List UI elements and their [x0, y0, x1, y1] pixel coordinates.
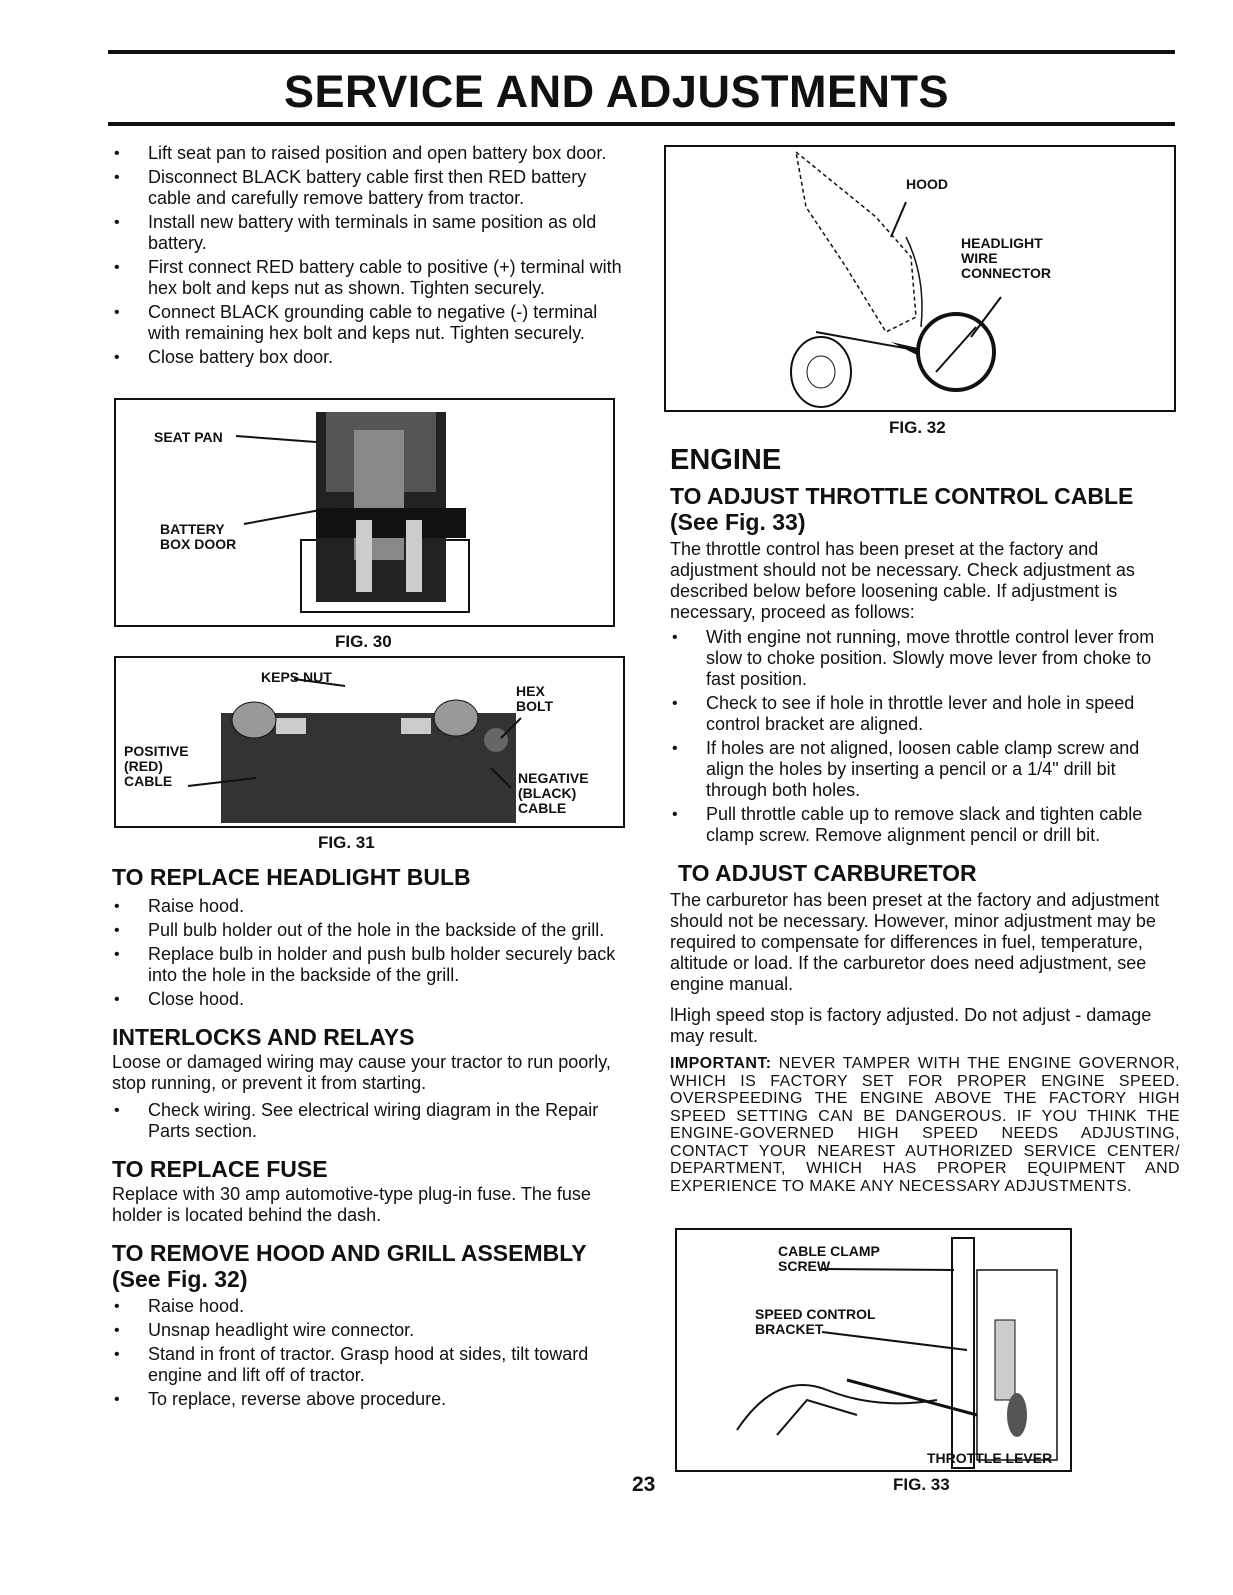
label-seat-pan: SEAT PAN [154, 429, 223, 445]
headlight-heading: TO REPLACE HEADLIGHT BULB [112, 864, 471, 890]
throttle-subheading: (See Fig. 33) [670, 509, 806, 535]
hood-subheading: (See Fig. 32) [112, 1266, 248, 1292]
figure-33-caption: FIG. 33 [893, 1475, 950, 1494]
carburetor-text: The carburetor has been preset at the factory and adjustment should not be necessary. However, minor adjustment may be required to compensate for differences in fuel, temperature, altitude or load. If the carburetor does need adjustment, see engine manual. [670, 890, 1160, 994]
list-item: • Disconnect BLACK battery cable first then RED battery cable and carefully remove battery from tractor. [112, 167, 622, 209]
label-negative-cable: NEGATIVE (BLACK) CABLE [518, 770, 589, 816]
label-headlight-wire-connector: HEADLIGHT WIRE CONNECTOR [961, 235, 1051, 281]
top-rule [108, 50, 1175, 54]
figure-31-caption: FIG. 31 [318, 833, 375, 852]
engine-section [670, 444, 1180, 1195]
carburetor-text-2: lHigh speed stop is factory adjusted. Do not adjust - damage may result. [670, 1005, 1152, 1046]
list-item: • Raise hood. [112, 896, 622, 917]
fuse-text: Replace with 30 amp automotive-type plug-in fuse. The fuse holder is located behind the dash. [112, 1184, 591, 1225]
figure-30-seat-pan-diagram [114, 398, 615, 627]
interlocks-steps-list [112, 1100, 622, 1142]
headlight-steps-list [112, 896, 622, 1010]
figure-32-hood-diagram [664, 145, 1176, 412]
list-item: • First connect RED battery cable to positive (+) terminal with hex bolt and keps nut as shown. Tighten securely. [112, 257, 622, 299]
page-title: SERVICE AND ADJUSTMENTS [284, 66, 949, 117]
list-item: • Replace bulb in holder and push bulb holder securely back into the hole in the backside of the grill. [112, 944, 622, 986]
hood-heading: TO REMOVE HOOD AND GRILL ASSEMBLY [112, 1240, 587, 1266]
label-speed-control-bracket: SPEED CONTROL BRACKET [755, 1306, 876, 1337]
list-item: • Lift seat pan to raised position and open battery box door. [112, 143, 622, 164]
list-item: • With engine not running, move throttle control lever from slow to choke position. Slowly move lever from choke to fast position. [670, 627, 1180, 690]
battery-steps-section [112, 143, 622, 371]
list-item: • Close battery box door. [112, 347, 622, 368]
interlocks-text: Loose or damaged wiring may cause your tractor to run poorly, stop running, or prevent it from starting. [112, 1052, 611, 1093]
list-item: • Raise hood. [112, 1296, 622, 1317]
label-battery-box-door: BATTERY BOX DOOR [160, 521, 237, 552]
list-item: • Check wiring. See electrical wiring diagram in the Repair Parts section. [112, 1100, 622, 1142]
headlight-section [112, 864, 622, 1413]
throttle-steps-list [670, 627, 1180, 846]
fuse-heading: TO REPLACE FUSE [112, 1156, 328, 1182]
page-number: 23 [632, 1473, 656, 1496]
engine-heading: ENGINE [670, 444, 782, 476]
figure-33-throttle-diagram [675, 1228, 1072, 1472]
title-underline [108, 122, 1175, 126]
interlocks-heading: INTERLOCKS AND RELAYS [112, 1024, 415, 1050]
hood-steps-list [112, 1296, 622, 1410]
throttle-intro: The throttle control has been preset at the factory and adjustment should not be necessary. Check adjustment as described below before loosening cable. If adjustment is necessary, proceed as follows: [670, 539, 1135, 622]
important-text: NEVER TAMPER WITH THE ENGINE GOVERNOR, WHICH IS FACTORY SET FOR PROPER ENGINE SPEED. OVERSPEEDING THE ENGINE ABOVE THE FACTORY HIGH SPEED SETTING CAN BE DANGEROUS. IF YOU THINK THE ENGINE-GOVERNED HIGH SPEED NEEDS ADJUSTING, CONTACT YOUR NEAREST AUTHORIZED SERVICE CENTER/ DEPARTMENT, WHICH HAS PROPER EQUIPMENT AND EXPERIENCE TO MAKE ANY NECESSARY ADJUSTMENTS. [670, 1055, 1180, 1195]
list-item: • Stand in front of tractor. Grasp hood at sides, tilt toward engine and lift off of tractor. [112, 1344, 622, 1386]
figure-30-caption: FIG. 30 [335, 632, 392, 651]
important-label: IMPORTANT: [670, 1055, 772, 1072]
throttle-heading: TO ADJUST THROTTLE CONTROL CABLE [670, 483, 1134, 509]
label-positive-cable: POSITIVE (RED) CABLE [124, 743, 189, 789]
list-item: • To replace, reverse above procedure. [112, 1389, 622, 1410]
label-hood: HOOD [906, 176, 948, 192]
figure-32-caption: FIG. 32 [889, 418, 946, 437]
label-hex-bolt: HEX BOLT [516, 683, 554, 714]
battery-steps-list [112, 143, 622, 368]
list-item: • Connect BLACK grounding cable to negative (-) terminal with remaining hex bolt and keps nut. Tighten securely. [112, 302, 622, 344]
important-notice [670, 1055, 1180, 1195]
list-item: • Pull bulb holder out of the hole in the backside of the grill. [112, 920, 622, 941]
list-item: • Install new battery with terminals in same position as old battery. [112, 212, 622, 254]
list-item: • If holes are not aligned, loosen cable clamp screw and align the holes by inserting a pencil or a 1/4" drill bit through both holes. [670, 738, 1180, 801]
label-keps-nut: KEPS NUT [261, 669, 332, 685]
carburetor-heading: TO ADJUST CARBURETOR [678, 860, 977, 886]
list-item: • Unsnap headlight wire connector. [112, 1320, 622, 1341]
list-item: • Check to see if hole in throttle lever and hole in speed control bracket are aligned. [670, 693, 1180, 735]
list-item: • Close hood. [112, 989, 622, 1010]
list-item: • Pull throttle cable up to remove slack and tighten cable clamp screw. Remove alignment pencil or drill bit. [670, 804, 1180, 846]
figure-31-battery-diagram [114, 656, 625, 828]
label-cable-clamp-screw: CABLE CLAMP SCREW [778, 1243, 880, 1274]
label-throttle-lever: THROTTLE LEVER [927, 1450, 1053, 1466]
